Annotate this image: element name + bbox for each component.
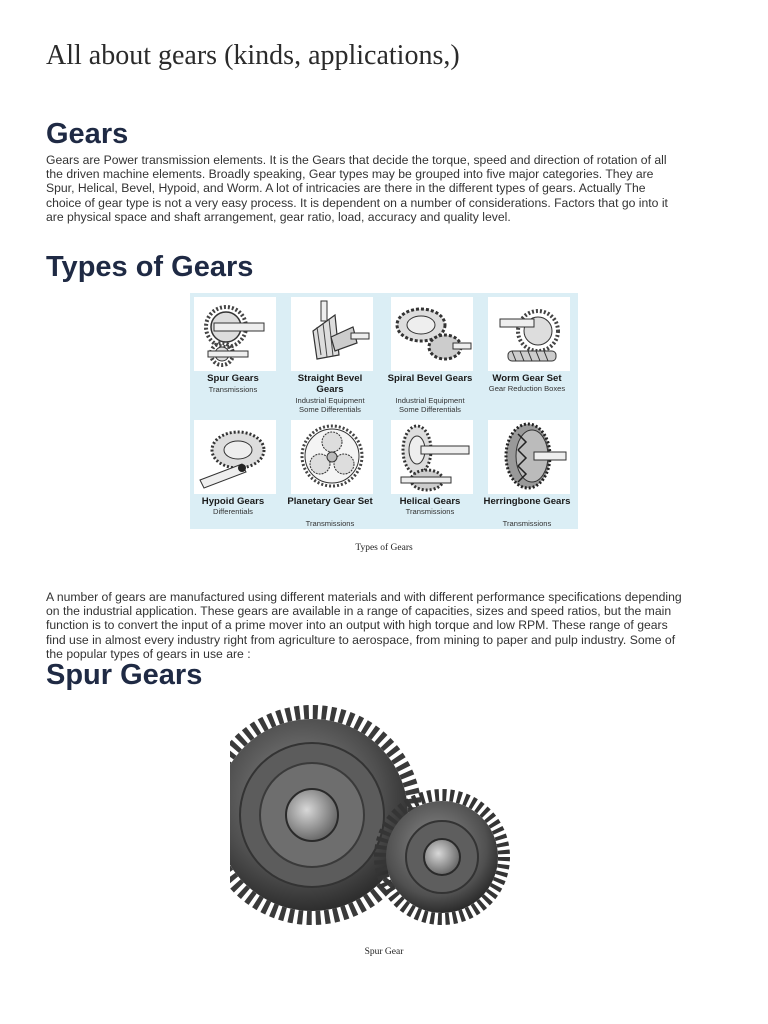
text-line: the popular types of gears in use are : <box>46 646 251 661</box>
gear-type-application: Industrial Equipment <box>395 396 465 405</box>
figure-caption: Spur Gear <box>364 947 404 957</box>
gear-type-application: Some Differentials <box>299 405 361 414</box>
text-line: Gears are Power transmission elements. It is the Gears that decide the torque, speed and direction of rotation of all <box>46 153 667 167</box>
worm-gear-icon <box>488 297 570 371</box>
gear-type-cell <box>387 418 471 524</box>
gear-type-application: Transmissions <box>405 507 455 516</box>
helical-gear-icon <box>391 420 473 494</box>
text-line: the driven machine elements. Broadly speaking, Gear types may be grouped into five major categories. They are <box>46 167 654 182</box>
spiral-bevel-gear-icon <box>391 297 473 371</box>
gear-type-name: Helical Gears <box>399 496 461 507</box>
heading-types-of-gears: Types of Gears <box>46 251 254 283</box>
gear-type-application: Transmissions <box>502 519 552 528</box>
spur-gear-image <box>230 705 540 930</box>
spur-gear-icon <box>194 297 276 371</box>
gear-type-name: Worm Gear Set <box>492 373 562 384</box>
gear-type-name: Straight Bevel Gears <box>297 373 363 395</box>
gear-type-application: Differentials <box>213 507 253 516</box>
gear-type-cell <box>484 295 568 401</box>
gear-type-name: Hypoid Gears <box>201 496 265 507</box>
gear-type-application: Industrial Equipment <box>295 396 365 405</box>
text-line: function is to convert the input of a prime mover into an output with high torque and low RPM. These range of gears <box>46 618 668 633</box>
gear-type-cell <box>287 418 373 528</box>
gears-paragraph <box>46 153 714 224</box>
herringbone-gear-icon <box>488 420 570 494</box>
gear-type-cell <box>387 295 473 414</box>
gear-type-cell <box>190 295 274 401</box>
text-line: A number of gears are manufactured using different materials and with different performance specifications depending <box>46 590 682 604</box>
gear-type-name: Spiral Bevel Gears <box>387 373 473 384</box>
document-title: All about gears (kinds, applications,) <box>46 40 460 71</box>
gear-type-cell <box>287 295 371 414</box>
heading-gears: Gears <box>46 118 129 150</box>
hypoid-gear-icon <box>194 420 276 494</box>
gear-type-name: Herringbone Gears <box>483 496 571 507</box>
small-gear <box>380 795 504 919</box>
types-of-gears-figure <box>190 293 578 529</box>
gear-type-cell <box>483 418 571 528</box>
text-line: are physical space and shaft arrangement, gear ratio, load, accuracy and quality level. <box>46 209 511 224</box>
straight-bevel-gear-icon <box>291 297 373 371</box>
gear-type-application: Transmissions <box>305 519 355 528</box>
text-line: choice of gear type is not a very easy process. It is dependent on a number of considerations. Factors that go into it <box>46 195 668 210</box>
text-line: find use in almost every industry right from agriculture to aerospace, from mining to paper and pulp industry. Some of <box>46 632 676 647</box>
heading-spur-gears: Spur Gears <box>46 659 203 691</box>
large-gear <box>230 712 415 918</box>
gear-type-name: Planetary Gear Set <box>287 496 373 507</box>
gear-type-application: Gear Reduction Boxes <box>488 384 566 393</box>
planetary-gear-icon <box>291 420 373 494</box>
figure-caption: Types of Gears <box>355 543 413 553</box>
gear-type-application: Some Differentials <box>399 405 461 414</box>
gear-type-name: Spur Gears <box>207 373 259 384</box>
text-line: on the industrial application. These gears are available in a range of capacities, sizes and speed ratios, but the main <box>46 604 672 619</box>
gear-type-cell <box>190 418 274 524</box>
text-line: Spur, Helical, Bevel, Hypoid, and Worm. A lot of intricacies are there in the different types of gears. Actually The <box>46 181 646 196</box>
intro-paragraph <box>46 590 714 661</box>
gear-type-application: Transmissions <box>208 385 258 394</box>
